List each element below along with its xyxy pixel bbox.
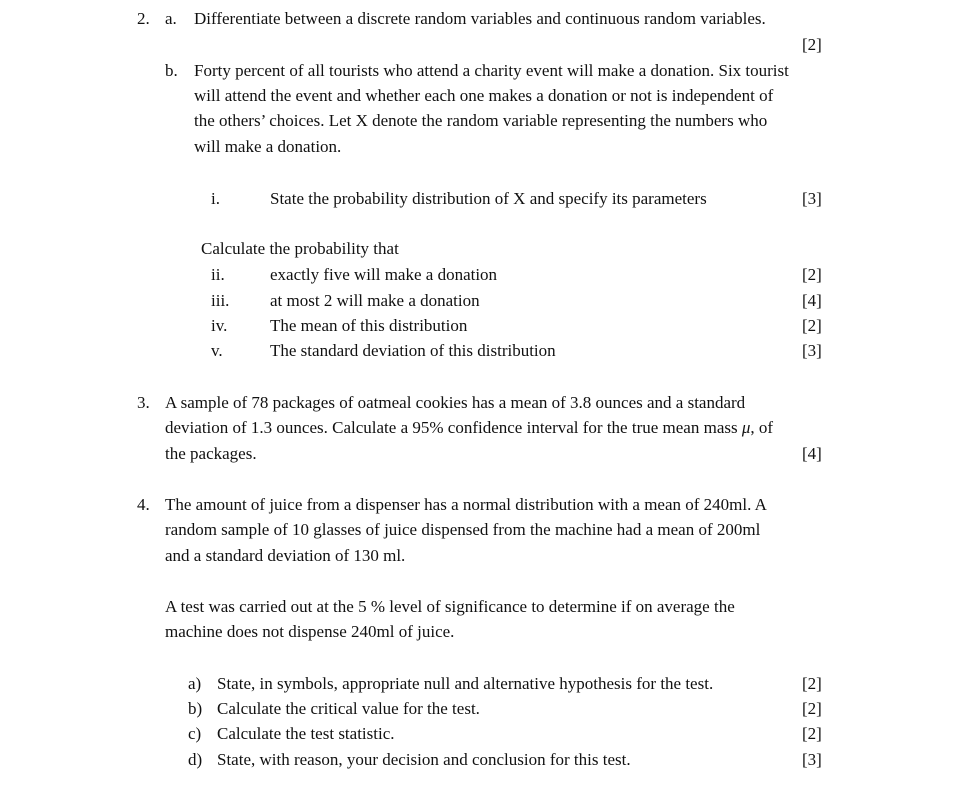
question-text: Calculate the critical value for the test. [217, 699, 480, 718]
question-text: Differentiate between a discrete random variables and continuous random variables. [194, 9, 766, 28]
instruction-text: Calculate the probability that [201, 239, 399, 258]
marks: [3] [802, 341, 822, 360]
question-text: The amount of juice from a dispenser has a normal distribution with a mean of 240ml. A [165, 495, 767, 514]
question-text: State, in symbols, appropriate null and alternative hypothesis for the test. [217, 674, 714, 693]
question-text: will attend the event and whether each one makes a donation or not is independent of [194, 86, 774, 105]
question-text: the others’ choices. Let X denote the random variable representing the numbers who [194, 111, 768, 130]
question-text: at most 2 will make a donation [270, 291, 480, 310]
question-text: A test was carried out at the 5 % level of significance to determine if on average the [165, 597, 735, 616]
marks: [2] [802, 724, 822, 743]
marks: [2] [802, 699, 822, 718]
question-text: random sample of 10 glasses of juice dispensed from the machine had a mean of 200ml [165, 520, 761, 539]
mu-symbol: μ [741, 418, 751, 437]
question-text: Calculate the test statistic. [217, 724, 395, 743]
question-text: will make a donation. [194, 137, 342, 156]
question-text: exactly five will make a donation [270, 265, 498, 284]
marks: [2] [802, 35, 822, 54]
part-label: iii. [211, 291, 230, 310]
question-text: A sample of 78 packages of oatmeal cookies has a mean of 3.8 ounces and a standard [165, 393, 746, 412]
question-text: machine does not dispense 240ml of juice. [165, 622, 455, 641]
part-label: b) [188, 699, 203, 718]
part-label: iv. [211, 316, 228, 335]
part-label: a. [165, 9, 177, 28]
marks: [2] [802, 316, 822, 335]
part-label: v. [211, 341, 223, 360]
question-text: The standard deviation of this distribution [270, 341, 556, 360]
question-text: State, with reason, your decision and conclusion for this test. [217, 750, 631, 769]
question-number: 3. [137, 393, 150, 412]
question-text: The mean of this distribution [270, 316, 468, 335]
marks: [4] [802, 444, 822, 463]
marks: [3] [802, 750, 822, 769]
marks: [3] [802, 189, 822, 208]
part-label: b. [165, 61, 178, 80]
question-text: Forty percent of all tourists who attend a charity event will make a donation. Six tourist [194, 61, 789, 80]
question-text: deviation of 1.3 ounces. Calculate a 95% confidence interval for the true mean mass μ, of [165, 418, 774, 437]
marks: [2] [802, 265, 822, 284]
part-label: d) [188, 750, 203, 769]
part-label: a) [188, 674, 202, 693]
question-text: and a standard deviation of 130 ml. [165, 546, 406, 565]
question-text: the packages. [165, 444, 257, 463]
marks: [4] [802, 291, 822, 310]
marks: [2] [802, 674, 822, 693]
question-text: State the probability distribution of X and specify its parameters [270, 189, 707, 208]
question-number: 2. [137, 9, 150, 28]
question-number: 4. [137, 495, 150, 514]
part-label: i. [211, 189, 220, 208]
part-label: c) [188, 724, 202, 743]
part-label: ii. [211, 265, 225, 284]
